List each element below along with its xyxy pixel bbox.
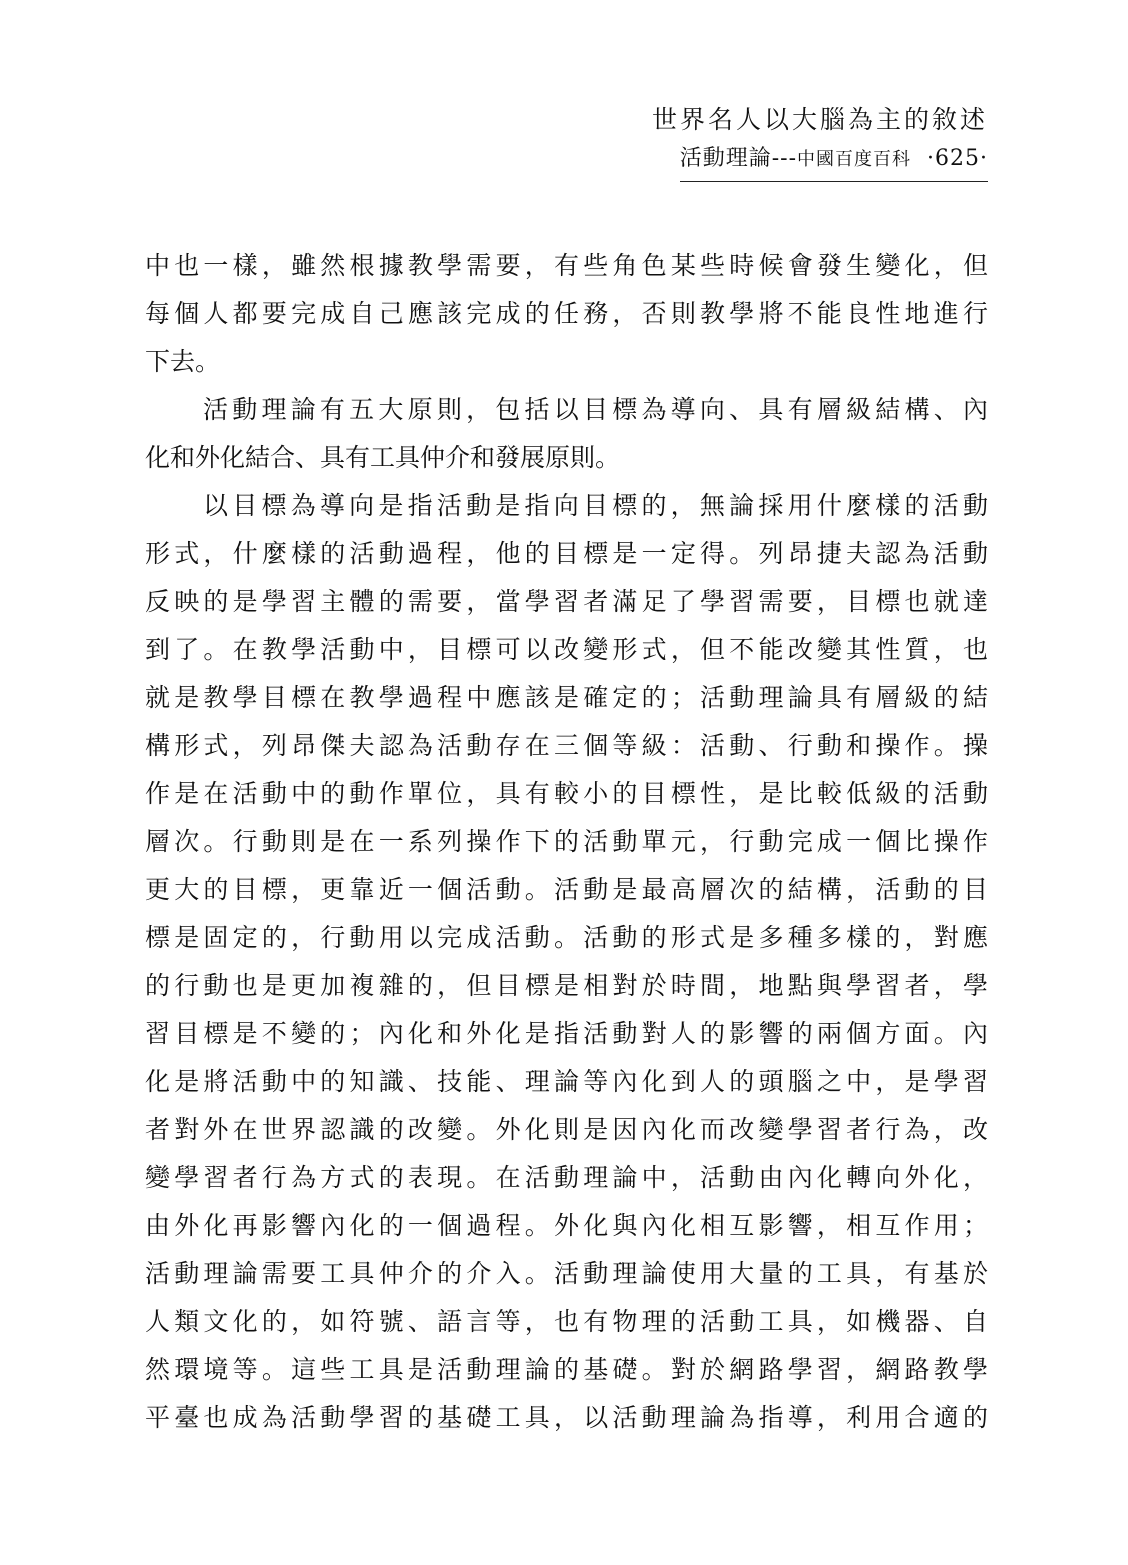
text-line: 標是固定的，行動用以完成活動。活動的形式是多種多樣的，對應 — [145, 923, 988, 952]
text-line: 平臺也成為活動學習的基礎工具，以活動理論為指導，利用合適的 — [145, 1403, 988, 1432]
book-title: 世界名人以大腦為主的敘述 — [651, 105, 988, 134]
text-line: 由外化再影響內化的一個過程。外化與內化相互影響，相互作用； — [145, 1211, 988, 1240]
chapter-subtitle — [680, 140, 988, 182]
section-name: 活動理論--- — [679, 146, 798, 171]
text-line: 的行動也是更加複雜的，但目標是相對於時間，地點與學習者，學 — [145, 971, 988, 1000]
text-line: 構形式，列昂傑夫認為活動存在三個等級：活動、行動和操作。操 — [145, 731, 988, 760]
text-line: 化和外化結合、具有工具仲介和發展原則。 — [145, 443, 621, 472]
text-line: 活動理論需要工具仲介的介入。活動理論使用大量的工具，有基於 — [145, 1259, 988, 1288]
text-line: 者對外在世界認識的改變。外化則是因內化而改變學習者行為，改 — [145, 1115, 988, 1144]
text-line: 到了。在教學活動中，目標可以改變形式，但不能改變其性質，也 — [145, 635, 988, 664]
source-name: 中國百度百科 — [797, 149, 912, 170]
body-text — [145, 242, 988, 1442]
text-line: 形式，什麼樣的活動過程，他的目標是一定得。列昂捷夫認為活動 — [145, 539, 988, 568]
page-number: ·625· — [927, 146, 988, 171]
running-header — [652, 100, 988, 182]
text-line: 更大的目標，更靠近一個活動。活動是最高層次的結構，活動的目 — [145, 875, 988, 904]
text-line: 化是將活動中的知識、技能、理論等內化到人的頭腦之中，是學習 — [145, 1067, 988, 1096]
text-line: 人類文化的，如符號、語言等，也有物理的活動工具，如機器、自 — [145, 1307, 988, 1336]
text-line: 然環境等。這些工具是活動理論的基礎。對於網路學習，網路教學 — [145, 1355, 988, 1384]
text-line: 以目標為導向是指活動是指向目標的，無論採用什麼樣的活動 — [203, 491, 988, 520]
text-line: 就是教學目標在教學過程中應該是確定的；活動理論具有層級的結 — [145, 683, 988, 712]
text-line: 每個人都要完成自己應該完成的任務，否則教學將不能良性地進行 — [145, 299, 988, 328]
text-line: 活動理論有五大原則，包括以目標為導向、具有層級結構、內 — [203, 395, 988, 424]
text-line: 層次。行動則是在一系列操作下的活動單元，行動完成一個比操作 — [145, 827, 988, 856]
text-line: 作是在活動中的動作單位，具有較小的目標性，是比較低級的活動 — [145, 779, 988, 808]
text-line: 習目標是不變的；內化和外化是指活動對人的影響的兩個方面。內 — [145, 1019, 988, 1048]
text-line: 下去。 — [145, 347, 221, 376]
text-line: 中也一樣，雖然根據教學需要，有些角色某些時候會發生變化，但 — [145, 251, 988, 280]
text-line: 變學習者行為方式的表現。在活動理論中，活動由內化轉向外化， — [145, 1163, 988, 1192]
text-line: 反映的是學習主體的需要，當學習者滿足了學習需要，目標也就達 — [145, 587, 988, 616]
